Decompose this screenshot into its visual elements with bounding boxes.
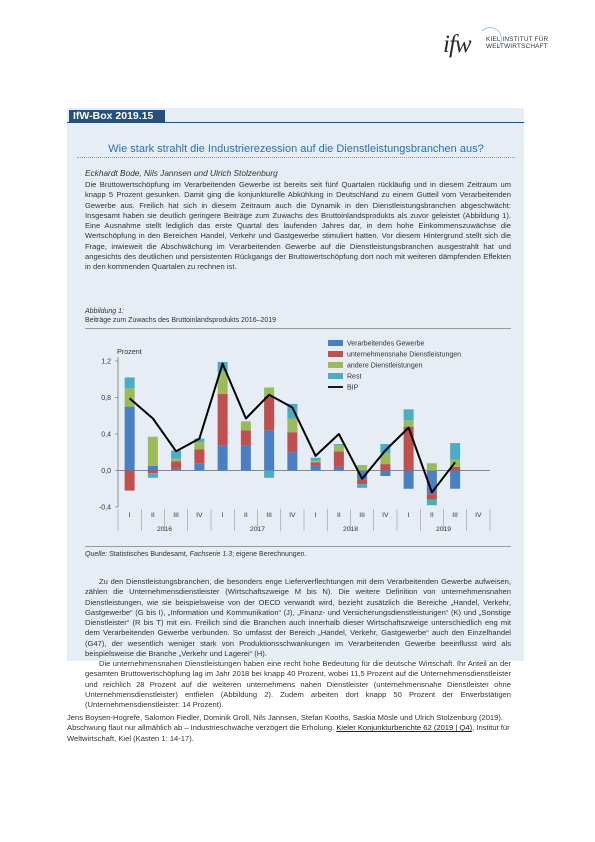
bar-segment bbox=[311, 465, 321, 470]
bar-segment bbox=[357, 480, 367, 485]
quarter-label: IV bbox=[382, 512, 389, 519]
bar-segment bbox=[171, 461, 181, 468]
quarter-label: III bbox=[173, 512, 179, 519]
bar-segment bbox=[380, 471, 390, 476]
bar-segment bbox=[148, 471, 158, 474]
logo-line-1: KIEL INSTITUT FÜR bbox=[486, 36, 549, 43]
legend-swatch bbox=[328, 340, 343, 346]
source-tail: ; eigene Berechnungen. bbox=[232, 551, 307, 558]
year-label: 2018 bbox=[342, 526, 359, 533]
legend-label: andere Dienstleistungen bbox=[347, 362, 423, 370]
bar-segment bbox=[380, 464, 390, 470]
quarter-label: III bbox=[359, 512, 365, 519]
box-top-rule bbox=[67, 122, 524, 123]
y-tick-label: -0,4 bbox=[98, 504, 111, 512]
bar-segment bbox=[171, 469, 181, 471]
quarter-label: I bbox=[407, 512, 410, 519]
contribution-chart bbox=[85, 334, 511, 544]
figure-bottom-rule bbox=[85, 546, 511, 547]
bar-segment bbox=[311, 460, 321, 462]
year-label: 2016 bbox=[156, 526, 173, 533]
bar-segment bbox=[148, 466, 158, 471]
quarter-label: II bbox=[336, 512, 341, 519]
bar-segment bbox=[194, 463, 204, 470]
bar-segment bbox=[357, 484, 367, 488]
bar-segment bbox=[125, 471, 135, 491]
bar-segment bbox=[311, 458, 321, 461]
legend-swatch bbox=[328, 351, 343, 357]
bar-segment bbox=[241, 421, 251, 430]
quarter-label: I bbox=[128, 512, 131, 519]
legend-label: BIP bbox=[347, 384, 359, 392]
legend-label: unternehmensnahe Dienstleistungen bbox=[347, 351, 462, 359]
figure-label: Abbildung 1: bbox=[85, 308, 124, 315]
bar-segment bbox=[148, 473, 158, 478]
body-paragraph-1: Zu den Dienstleistungsbranchen, die besonders enge Lieferverflechtungen mit dem Verarbeitenden Gewerbe aufweisen, zählen die Unternehmensdienstleister (Wirtschaftszweige M bis N). Die weitere Definition von unternehmensnahen Dienstleistungen, wie sie beispielsweise von der OECD verwandt wird, bezieht zusätzlich die Bereiche „Handel, Verkehr, Gastgewerbe“ (G bis I), „Information und Kommunikation“ (J), „Finanz- und Versicherungsdienstleistungen“ (K) und „Sonstige Dienstleister“ (R bis T) mit ein. Freilich sind die Branchen auch innerhalb dieser Wirtschaftszweige unterschiedlich eng mit dem Verarbeitenden Gewerbe verbunden. So umfasst der Bereich „Handel, Verkehr, Gastgewerbe“ auch den Einzelhandel (G47), der wesentlich weniger stark von Produktionsschwankungen im Verarbeitenden Gewerbe beeinflusst wird als beispielsweise die Branche „Verkehr und Lagerei“ (H). bbox=[85, 577, 511, 659]
bar-segment bbox=[427, 463, 437, 470]
authors: Eckhardt Bode, Nils Jannsen und Ulrich Stolzenburg bbox=[85, 168, 278, 178]
legend-swatch bbox=[328, 362, 343, 368]
quarter-label: IV bbox=[289, 512, 296, 519]
source-text: Statistisches Bundesamt, bbox=[107, 551, 190, 558]
quarter-label: III bbox=[266, 512, 272, 519]
bar-segment bbox=[218, 446, 228, 471]
bar-segment bbox=[334, 451, 344, 467]
title-divider bbox=[77, 157, 515, 158]
bar-segment bbox=[287, 418, 297, 432]
box-title: Wie stark strahlt die Industrierezession auf die Dienstleistungsbranchen aus? bbox=[108, 143, 484, 155]
year-label: 2019 bbox=[435, 526, 452, 533]
bar-segment bbox=[194, 450, 204, 464]
bar-segment bbox=[171, 459, 181, 462]
bar-segment bbox=[404, 471, 414, 489]
bar-segment bbox=[334, 467, 344, 471]
bar-segment bbox=[287, 452, 297, 470]
bar-segment bbox=[148, 437, 158, 466]
citation bbox=[67, 713, 525, 744]
bar-segment bbox=[194, 442, 204, 449]
bar-segment bbox=[404, 420, 414, 426]
quarter-label: III bbox=[452, 512, 458, 519]
logo-wordmark: ifw bbox=[443, 31, 471, 58]
y-tick-label: 0,0 bbox=[101, 468, 111, 475]
bar-segment bbox=[427, 500, 437, 505]
y-tick-label: 0,4 bbox=[101, 431, 111, 439]
bar-segment bbox=[404, 409, 414, 420]
bar-segment bbox=[287, 432, 297, 452]
figure-top-rule bbox=[85, 328, 511, 329]
quarter-label: II bbox=[429, 512, 434, 519]
bar-segment bbox=[125, 407, 135, 471]
quarter-label: I bbox=[314, 512, 317, 519]
bar-segment bbox=[241, 430, 251, 446]
bar-segment bbox=[334, 444, 344, 445]
year-label: 2017 bbox=[249, 526, 266, 533]
bar-segment bbox=[427, 494, 437, 499]
y-tick-label: 0,8 bbox=[101, 395, 111, 402]
bar-segment bbox=[450, 471, 460, 489]
figure-source bbox=[85, 551, 306, 558]
ifw-logo bbox=[443, 27, 553, 57]
quarter-label: II bbox=[150, 512, 155, 519]
source-label: Quelle: bbox=[85, 551, 108, 558]
y-tick-label: 1,2 bbox=[101, 358, 111, 366]
bar-segment bbox=[218, 394, 228, 446]
bar-segment bbox=[264, 430, 274, 470]
logo-line-2: WELTWIRTSCHAFT bbox=[486, 43, 548, 50]
bar-segment bbox=[125, 388, 135, 406]
citation-tail: , Institut für Weltwirtschaft, Kiel (Kasten 1: 14-17). bbox=[67, 723, 510, 743]
bar-segment bbox=[404, 427, 414, 471]
quarter-label: II bbox=[243, 512, 248, 519]
bar-segment bbox=[241, 446, 251, 471]
bar-segment bbox=[334, 445, 344, 451]
citation-link[interactable]: Kieler Konjunkturberichte 62 (2019 | Q4) bbox=[336, 723, 473, 733]
body-paragraph-2: Die unternehmensnahen Dienstleistungen haben eine recht hohe Bedeutung für die deutsche Wirtschaft. Ihr Anteil an der gesamten Bruttowertschöpfung lag im Jahr 2018 bei knapp 40 Prozent, wobei 11,5 Prozent auf die Unternehmensdienstleister und reichlich 28 Prozent auf die weiteren unternehmens nahen Dienstleister (unternehmensnahe Dienstleister ohne Unternehmensdienstleister) entfielen (Abbildung 2). Zudem arbeiten dort knapp 50 Prozent der Erwerbstätigen (Unternehmensdienstleister: 14 Prozent). bbox=[85, 659, 511, 710]
bar-segment bbox=[264, 397, 274, 431]
citation-text: Jens Boysen-Hogrefe, Salomon Fiedler, Dominik Groll, Nils Jannsen, Stefan Kooths, Saskia Mösle und Ulrich Stolzenburg (2019). Abschwung flaut nur allmählich ab – Industrieschwäche verzögert die Erholung. bbox=[67, 713, 504, 733]
y-axis-label: Prozent bbox=[117, 347, 142, 356]
legend-swatch bbox=[328, 373, 343, 379]
bar-segment bbox=[357, 465, 367, 470]
box-tag-label: IfW-Box 2019.15 bbox=[73, 110, 154, 122]
source-series: Fachserie 1.3 bbox=[189, 551, 233, 558]
bar-segment bbox=[264, 471, 274, 478]
quarter-label: I bbox=[221, 512, 224, 519]
quarter-label: IV bbox=[475, 512, 482, 519]
intro-paragraph: Die Bruttowertschöpfung im Verarbeitenden Gewerbe ist bereits seit fünf Quartalen rückläufig und in diesem Zeitraum um knapp 5 Prozent gesunken. Damit ging die konjunkturelle Abkühlung in Deutschland zu einem Gutteil vom Verarbeitenden Gewerbe aus. Freilich hat sich in diesem Zeitraum auch die Dynamik in den Dienstleistungsbranchen abgeschwächt: Insgesamt haben sie deutlich geringere Beiträge zum Zuwachs des Bruttoinlandsprodukts als zuvor geleistet (Abbildung 1). Eine Ausnahme stellt lediglich das erste Quartal des laufenden Jahres dar, in dem hohe Einkommenszuwächse die Wertschöpfung in den Bereichen Handel, Verkehr und Gastgewerbe stimuliert hatten. Vor diesem Hintergrund stellt sich die Frage, inwieweit die Abschwächung im Verarbeitenden Gewerbe auf die Dienstleistungsbranchen ausgestrahlt hat und angesichts des deutlichen und persistenten Rückgangs der Bruttowertschöpfung dort noch mit weiteren dämpfenden Effekten in den kommenden Quartalen zu rechnen ist. bbox=[85, 180, 511, 272]
quarter-label: IV bbox=[196, 512, 203, 519]
bar-segment bbox=[125, 377, 135, 388]
bar-segment bbox=[311, 462, 321, 465]
bar-segment bbox=[450, 443, 460, 459]
figure-title: Beiträge zum Zuwachs des Bruttoinlandsprodukts 2016–2019 bbox=[85, 317, 277, 324]
legend-label: Rest bbox=[347, 373, 362, 381]
legend-label: Verarbeitendes Gewerbe bbox=[347, 340, 425, 348]
